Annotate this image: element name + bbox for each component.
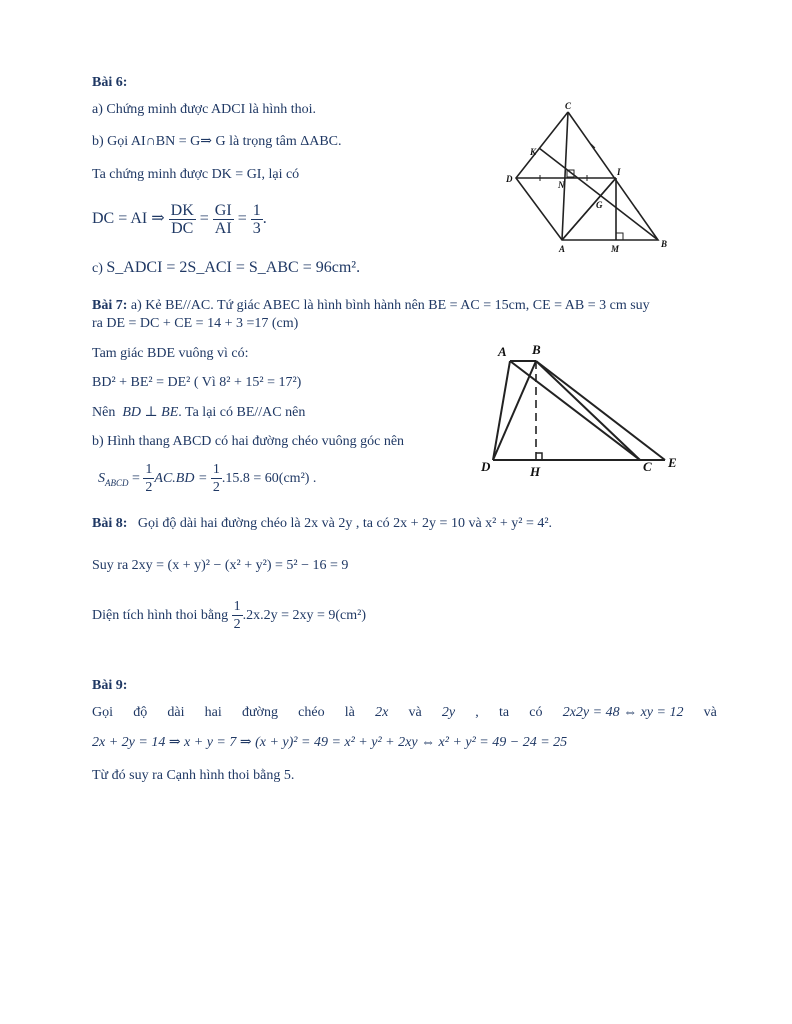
bai6-c-equation: S_ADCI = 2S_ACI = S_ABC = 96cm². — [106, 259, 361, 276]
bai6-c: c) S_ADCI = 2S_ACI = S_ABC = 96cm². — [92, 259, 361, 276]
bai9-title: Bài 9: — [92, 678, 128, 693]
fraction-gi-ai: $\frac{GI}{AI}$ — [214, 201, 232, 237]
bai6-a: a) Chứng minh được ADCI là hình thoi. — [92, 102, 317, 117]
fig6-label-m: M — [611, 244, 620, 254]
fraction-half: $\frac{1}{2}$ — [145, 462, 153, 496]
bai6-title: Bài 6: — [92, 75, 128, 90]
bai7-line5: Nên BD ⊥ BE. Ta lại có BE//AC nên — [92, 405, 306, 420]
bai9-line1: Gọi độ dài hai đường chéo là 2x và 2y , ta có 2x2y = 48 ⇔ xy = 12 và — [92, 705, 717, 720]
fraction-one-third: $\frac{1}{3}$ — [252, 201, 261, 237]
fig6-label-d: D — [506, 174, 513, 184]
bai6-figure — [505, 100, 690, 260]
fraction-half-3: $\frac{1}{2}$ — [233, 599, 241, 633]
fig6-label-b: B — [661, 239, 668, 249]
bai7-line4: BD² + BE² = DE² ( Vì 8² + 15² = 17²) — [92, 375, 302, 390]
fig6-label-i: I — [617, 167, 621, 177]
bai7-title: Bài 7: — [92, 298, 128, 313]
bai7-area-equation: $S_{ABCD}$ = $\frac{1}{2}$ AC.BD = $\frac{1}{2}$ .15.8 = 60(cm²) . — [98, 462, 317, 496]
bai9-line3: Từ đó suy ra Cạnh hình thoi bằng 5. — [92, 768, 295, 783]
bai8-line2: Suy ra 2xy = (x + y)² − (x² + y²) = 5² − 16 = 9 — [92, 558, 349, 573]
fig7-label-c: C — [643, 459, 652, 474]
fig7-label-h: H — [530, 464, 541, 479]
bai7-line1: Bài 7: a) Kẻ BE//AC. Tứ giác ABEC là hình bình hành nên BE = AC = 15cm, CE = AB = 3 cm suy — [92, 298, 650, 313]
fig7-label-d: D — [481, 459, 491, 474]
fig7-label-e: E — [668, 455, 677, 470]
bai7-line6: b) Hình thang ABCD có hai đường chéo vuông góc nên — [92, 434, 405, 449]
fig6-label-k: K — [530, 147, 537, 157]
bai9-line2: 2x + 2y = 14 ⇒ x + y = 7 ⇒ (x + y)² = 49 = x² + y² + 2xy ⇔ x² + y² = 49 − 24 = 25 — [92, 735, 568, 750]
fig7-label-a: A — [498, 344, 507, 359]
bai7-line2: ra DE = DC + CE = 14 + 3 =17 (cm) — [92, 316, 299, 331]
bai8-line3: Diện tích hình thoi bằng $\frac{1}{2}$ .2x.2y = 2xy = 9(cm²) — [92, 599, 367, 633]
ratio-left: DC = AI ⇒ — [92, 210, 165, 227]
bai7-figure — [478, 340, 688, 480]
fig6-label-a: A — [559, 244, 566, 254]
bai6-b-line2: Ta chứng minh được DK = GI, lại có — [92, 167, 300, 182]
fig6-label-n: N — [558, 180, 565, 190]
fig7-label-b: B — [532, 342, 541, 357]
fig6-label-c: C — [565, 101, 572, 111]
bai8-line1: Bài 8: Gọi độ dài hai đường chéo là 2x và 2y , ta có 2x + 2y = 10 và x² + y² = 4². — [92, 516, 553, 531]
bai8-title: Bài 8: — [92, 516, 128, 531]
fraction-half-2: $\frac{1}{2}$ — [212, 462, 220, 496]
bai7-line3: Tam giác BDE vuông vì có: — [92, 346, 249, 361]
fig6-label-g: G — [596, 200, 603, 210]
fraction-dk-dc: $\frac{DK}{DC}$ — [170, 201, 194, 237]
bai6-b: b) Gọi AI∩BN = G⇒ G là trọng tâm ΔABC. — [92, 134, 342, 149]
bai6-ratio-equation: DC = AI ⇒ $\frac{DK}{DC}$ = $\frac{GI}{AI}$ = $\frac{1}{3}$ . — [92, 201, 267, 237]
